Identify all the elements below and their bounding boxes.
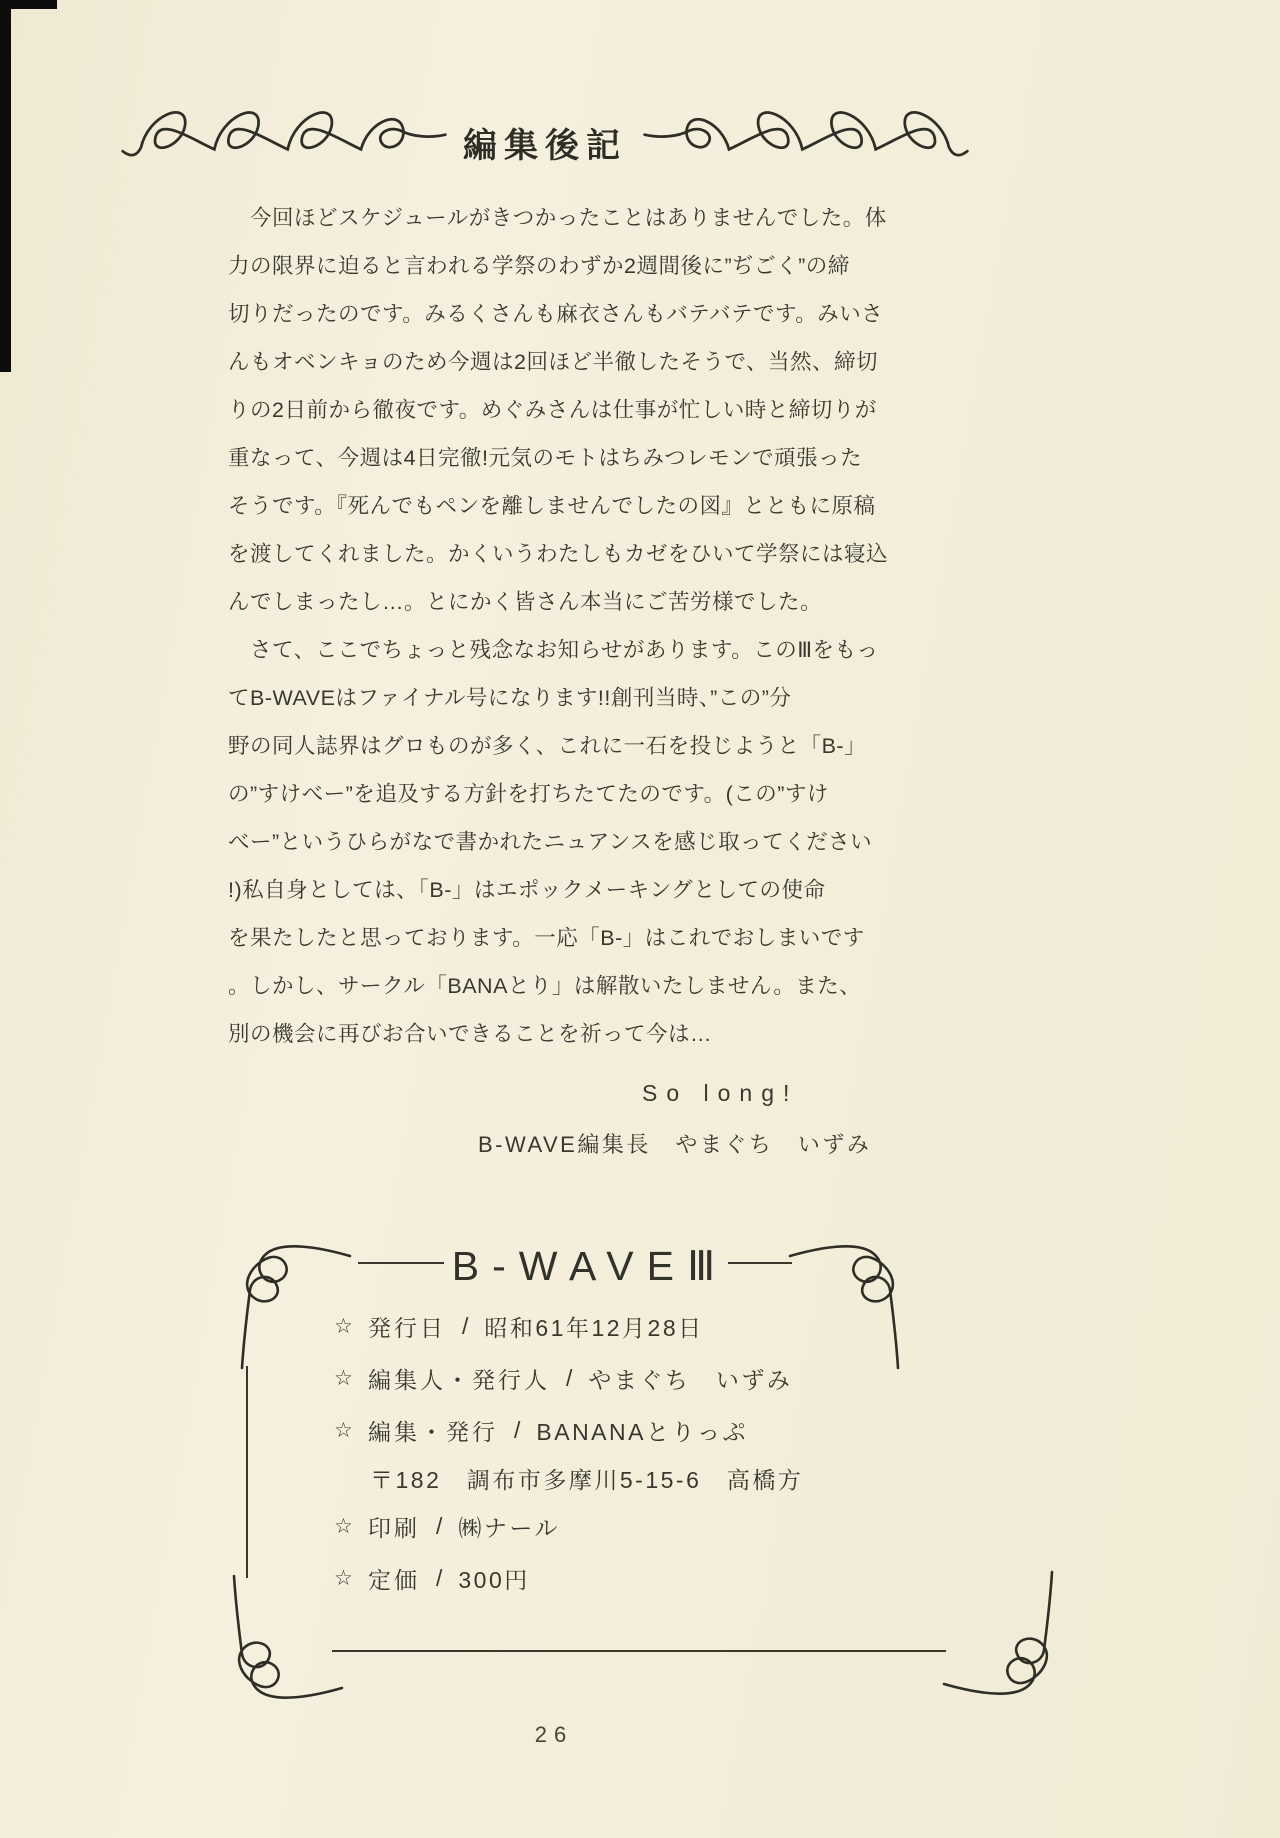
afterword-paragraph-2: さて、ここでちょっと残念なお知らせがあります。このⅢをもっ てB-WAVEはファイナル号になります!!創刊当時、”この”分 野の同人誌界はグロものが多く、これに一石を投じようと「B-」 の”すけべー”を追及する方針を打ちたてたのです。(この”すけ べー”というひらがなで書かれたニュアンスを感じ取ってください !)私自身としては、「B-」はエポックメーキングとしての使命 を果たしたと思っております。一応「B-」はこれでおしまいです 。しかし、サークル「BANAとり」は解散いたしません。また、 別の機会に再びお合いできることを祈って今は… (228, 638, 879, 1046)
colophon-row-price (334, 1552, 994, 1604)
colophon-separator: / (436, 1564, 443, 1591)
calligraphic-flourish-right (641, 96, 971, 188)
colophon-row-publication-date (334, 1300, 994, 1352)
colophon-separator: / (514, 1416, 521, 1443)
page-title: 編集後記 (463, 126, 627, 165)
star-bullet-icon: ☆ (334, 1366, 353, 1390)
afterword-header (95, 92, 995, 192)
box-rule-left (246, 1366, 248, 1578)
colophon-label: 編集人・発行人 (368, 1366, 550, 1393)
colophon-rows (334, 1300, 994, 1604)
colophon-label: 編集・発行 (368, 1418, 498, 1445)
colophon-label: 印刷 (368, 1514, 420, 1541)
colophon-value: BANANAとりっぷ (536, 1418, 748, 1445)
signoff-text: So long! (642, 1080, 799, 1106)
editor-signature: B-WAVE編集長 やまぐち いずみ (478, 1132, 872, 1157)
star-bullet-icon: ☆ (334, 1314, 353, 1338)
box-rule-bottom (332, 1650, 946, 1652)
colophon-label: 定価 (368, 1566, 420, 1593)
colophon-label: 発行日 (368, 1314, 446, 1341)
colophon-row-address (334, 1456, 994, 1500)
colophon-row-printer (334, 1500, 994, 1552)
star-bullet-icon: ☆ (334, 1514, 353, 1538)
star-bullet-icon: ☆ (334, 1566, 353, 1590)
scan-edge-artifact-horizontal (0, 0, 57, 9)
colophon-value: 300円 (458, 1566, 530, 1593)
colophon-box (210, 1238, 1080, 1708)
corner-flourish-bottom-left (214, 1574, 344, 1704)
colophon-row-circle (334, 1404, 994, 1456)
colophon-title: B-WAVEⅢ (451, 1243, 729, 1289)
colophon-value: ㈱ナール (458, 1514, 560, 1541)
colophon-separator: / (436, 1512, 443, 1539)
colophon-row-editor-publisher (334, 1352, 994, 1404)
corner-flourish-top-left (222, 1240, 352, 1370)
colophon-value: やまぐち いずみ (588, 1366, 793, 1393)
page-number: 26 (534, 1722, 574, 1747)
colophon-address: 〒182 調布市多摩川5-15-6 高橋方 (370, 1466, 804, 1493)
afterword-body (228, 194, 888, 1058)
colophon-value: 昭和61年12月28日 (484, 1314, 704, 1341)
calligraphic-flourish-left (119, 96, 449, 188)
afterword-paragraph-1: 今回ほどスケジュールがきつかったことはありませんでした。体 力の限界に迫ると言われる学祭のわずか2週間後に”ぢごく”の締 切りだったのです。みるくさんも麻衣さんもバテバテです。みいさ んもオベンキョのため今週は2回ほど半徹したそうで、当然、締切 りの2日前から徹夜です。めぐみさんは仕事が忙しい時と締切りが 重なって、今週は4日完徹!元気のモトはちみつレモンで頑張った そうです。『死んでもペンを離しませんでしたの図』とともに原稿 を渡してくれました。かくいうわたしもカゼをひいて学祭には寝込 んでしまったし…。とにかく皆さん本当にご苦労様でした。 (228, 206, 889, 614)
colophon-separator: / (566, 1364, 573, 1391)
star-bullet-icon: ☆ (334, 1418, 353, 1442)
colophon-separator: / (462, 1312, 469, 1339)
scan-edge-artifact-vertical (0, 0, 11, 372)
